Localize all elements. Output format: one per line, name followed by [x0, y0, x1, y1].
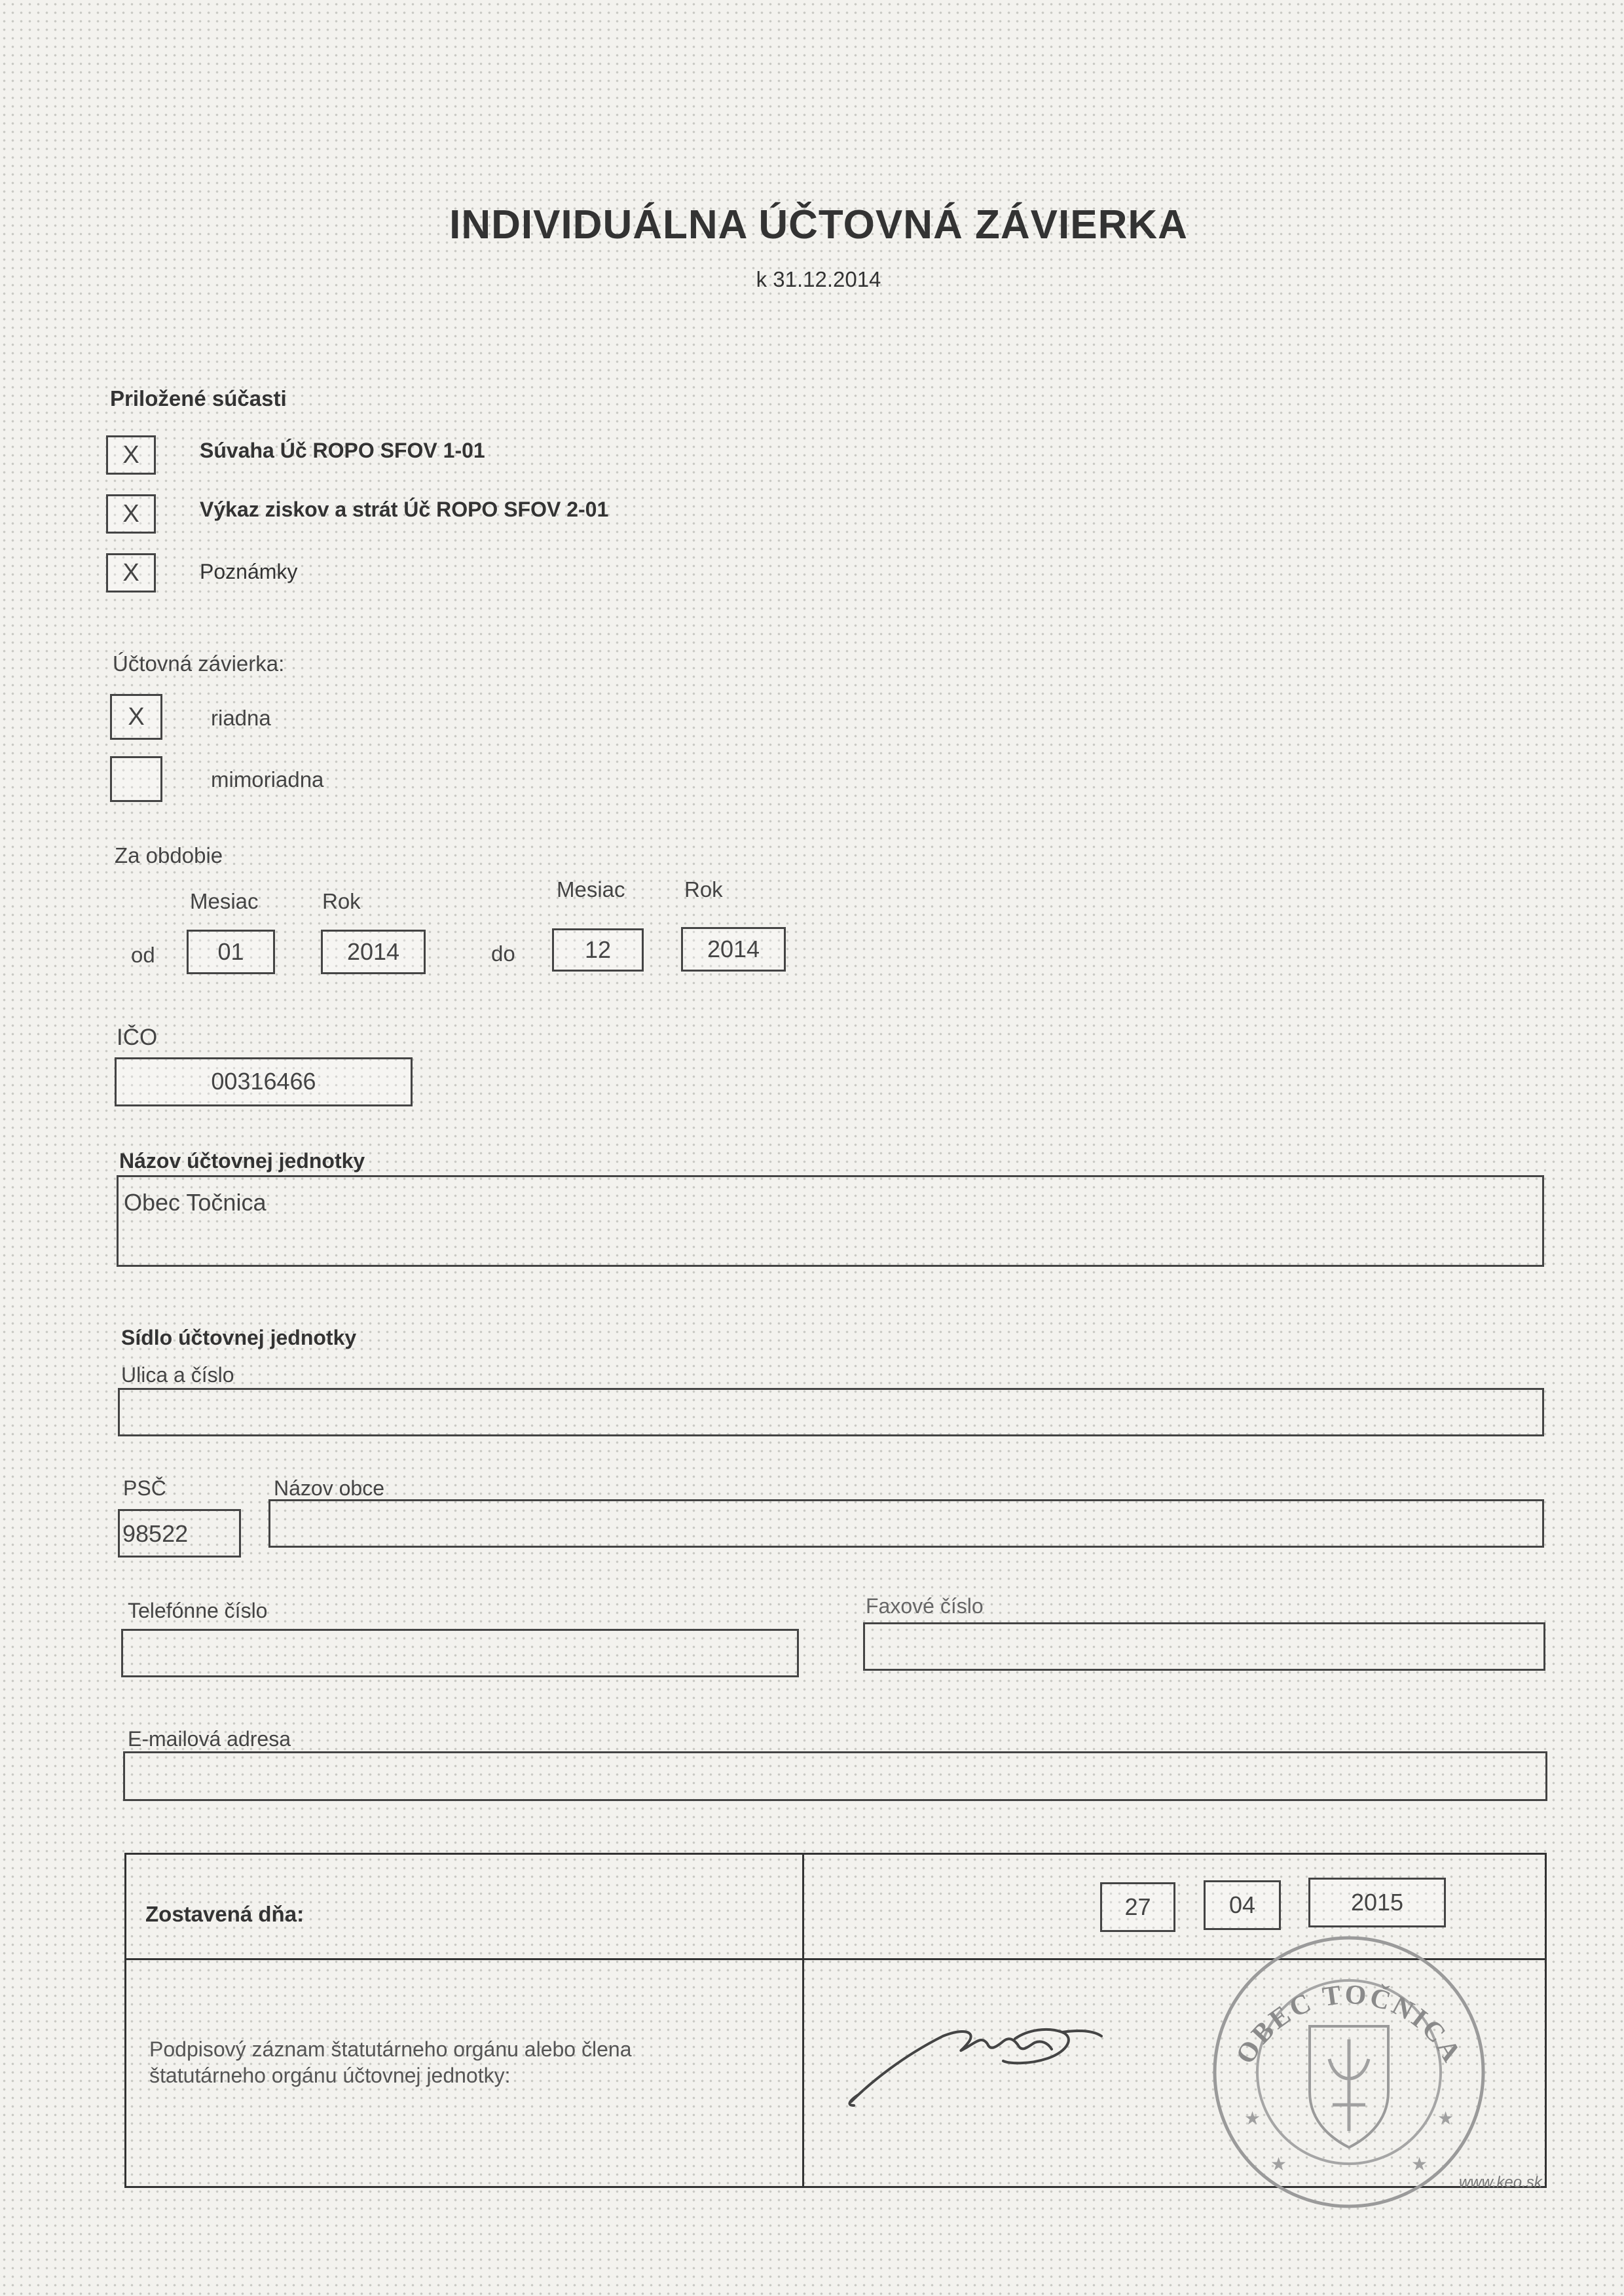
closing-label-regular: riadna: [211, 706, 271, 730]
period-from-year-field[interactable]: 2014: [321, 930, 426, 974]
entity-name-value: Obec Točnica: [124, 1189, 267, 1216]
period-to-label: do: [491, 941, 515, 966]
period-to-year-label: Rok: [684, 877, 723, 902]
footer-url[interactable]: www.keo.sk: [1459, 2174, 1542, 2191]
period-from-month-label: Mesiac: [190, 889, 259, 913]
email-value: [125, 1753, 1545, 1762]
period-to-month-label: Mesiac: [557, 877, 625, 902]
signature-label-line2: štatutárneho orgánu účtovnej jednotky:: [149, 2064, 511, 2087]
email-label: E-mailová adresa: [128, 1727, 291, 1751]
signature-label-line1: Podpisový záznam štatutárneho orgánu alebo člena: [149, 2037, 632, 2061]
attachment-label-notes: Poznámky: [200, 560, 298, 583]
checkbox-mark: X: [122, 441, 139, 469]
psc-label: PSČ: [123, 1476, 166, 1500]
street-label: Ulica a číslo: [121, 1363, 234, 1387]
address-heading: Sídlo účtovnej jednotky: [121, 1326, 357, 1349]
star-icon: ★: [1244, 2108, 1261, 2128]
city-value: [270, 1501, 1542, 1510]
period-from-month-field[interactable]: 01: [187, 930, 275, 974]
period-from-year-label: Rok: [322, 889, 361, 913]
entity-name-field[interactable]: [117, 1175, 1544, 1267]
fax-value: [865, 1624, 1543, 1633]
psc-field[interactable]: [118, 1509, 241, 1558]
signature-label: [149, 2036, 631, 2088]
attachment-checkbox-notes[interactable]: [106, 553, 156, 592]
city-field[interactable]: [268, 1499, 1544, 1548]
phone-field[interactable]: [121, 1629, 799, 1677]
handwritten-signature: [832, 2010, 1120, 2115]
star-icon: ★: [1437, 2108, 1454, 2128]
attachment-label-balance-sheet: Súvaha Úč ROPO SFOV 1-01: [200, 439, 485, 462]
street-value: [120, 1390, 1542, 1399]
closing-checkbox-regular[interactable]: [110, 694, 162, 740]
period-to-month-field[interactable]: 12: [552, 928, 644, 972]
star-icon: ★: [1270, 2154, 1287, 2174]
checkbox-mark: X: [128, 703, 145, 731]
compiled-month-field[interactable]: 04: [1204, 1880, 1281, 1930]
attachment-checkbox-balance-sheet[interactable]: [106, 435, 156, 475]
attachments-heading: Priložené súčasti: [110, 386, 287, 410]
period-heading: Za obdobie: [115, 843, 223, 867]
entity-name-label: Názov účtovnej jednotky: [119, 1149, 365, 1173]
fax-field[interactable]: [863, 1622, 1545, 1671]
closing-type-heading: Účtovná závierka:: [113, 651, 285, 676]
compiled-label: Zostavená dňa:: [145, 1902, 304, 1926]
ico-field[interactable]: 00316466: [115, 1057, 413, 1106]
period-to-year-field[interactable]: 2014: [681, 927, 786, 972]
phone-value: [123, 1631, 797, 1640]
page-title: INDIVIDUÁLNA ÚČTOVNÁ ZÁVIERKA: [449, 202, 1188, 247]
email-field[interactable]: [123, 1751, 1547, 1801]
official-stamp: [1205, 1928, 1493, 2216]
page-subtitle: k 31.12.2014: [756, 267, 881, 291]
city-label: Názov obce: [274, 1476, 384, 1500]
psc-value: 98522: [122, 1520, 189, 1547]
star-icon: ★: [1411, 2154, 1428, 2174]
street-field[interactable]: [118, 1388, 1544, 1436]
stamp-text: OBEC TOČNICA: [1230, 1979, 1468, 2069]
attachment-label-profit-loss: Výkaz ziskov a strát Úč ROPO SFOV 2-01: [200, 498, 609, 521]
closing-checkbox-extraordinary[interactable]: [110, 756, 162, 802]
closing-label-extraordinary: mimoriadna: [211, 767, 324, 792]
phone-label: Telefónne číslo: [128, 1599, 268, 1622]
compiled-year-field[interactable]: 2015: [1308, 1878, 1446, 1927]
checkbox-mark: X: [122, 559, 139, 587]
table-divider-vertical: [802, 1855, 804, 2186]
compiled-day-field[interactable]: 27: [1100, 1882, 1175, 1932]
period-from-label: od: [131, 943, 155, 967]
attachment-checkbox-profit-loss[interactable]: [106, 494, 156, 534]
checkbox-mark: X: [122, 500, 139, 528]
fax-label: Faxové číslo: [866, 1594, 984, 1618]
ico-label: IČO: [117, 1025, 158, 1050]
